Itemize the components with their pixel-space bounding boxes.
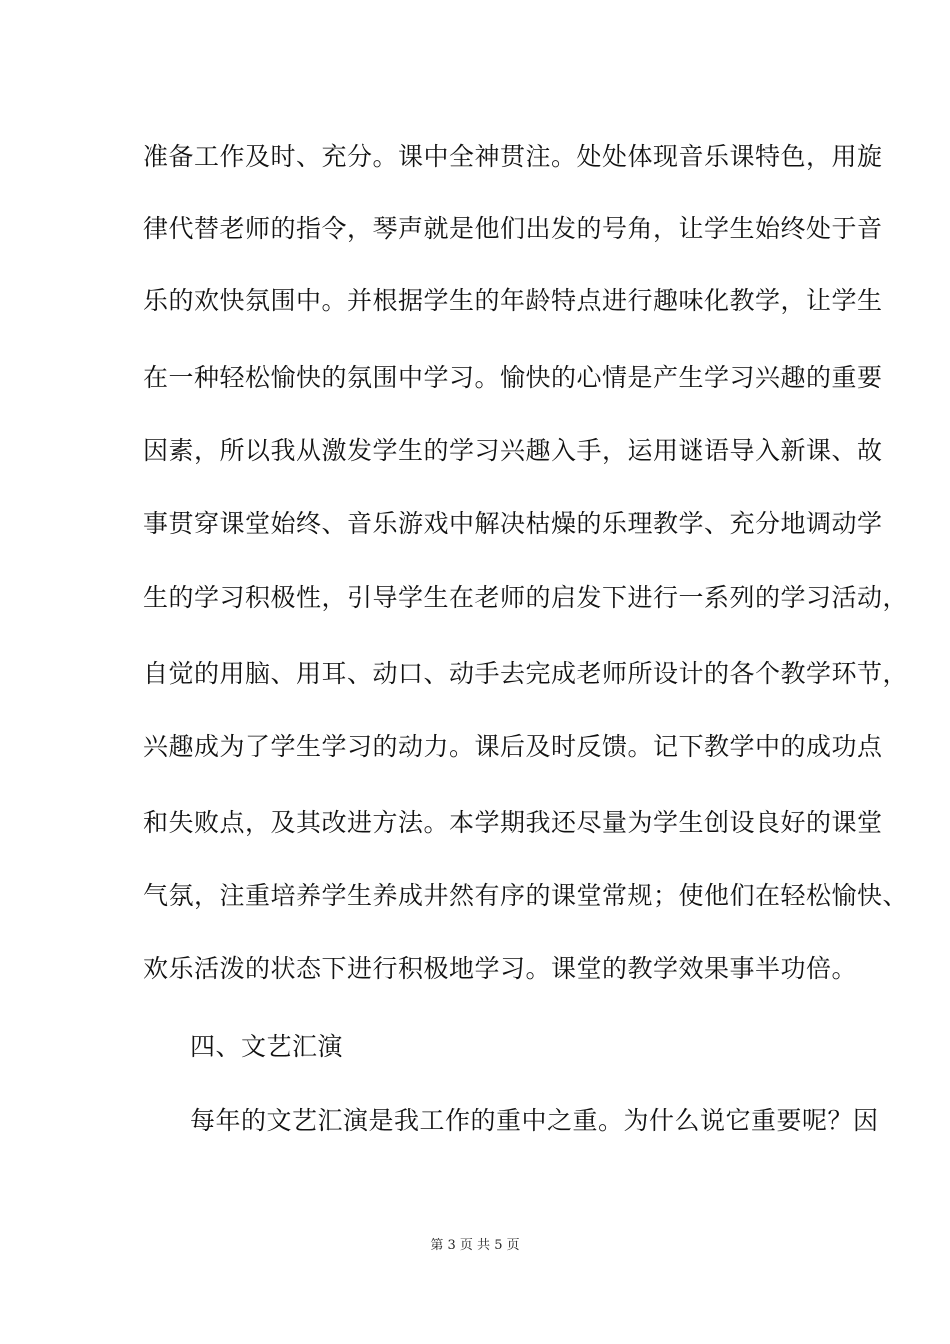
paragraph-start-line: 每年的文艺汇演是我工作的重中之重。为什么说它重要呢？因 xyxy=(190,1106,879,1135)
body-line-5: 因素，所以我从激发学生的学习兴趣入手，运用谜语导入新课、故 xyxy=(143,436,883,465)
body-line-10: 和失败点，及其改进方法。本学期我还尽量为学生创设良好的课堂 xyxy=(143,808,883,837)
body-line-8: 自觉的用脑、用耳、动口、动手去完成老师所设计的各个教学环节， xyxy=(143,659,909,688)
page-number-label: 第 3 页 共 5 页 xyxy=(430,1238,520,1253)
body-line-4: 在一种轻松愉快的氛围中学习。愉快的心情是产生学习兴趣的重要 xyxy=(143,363,883,392)
body-line-9: 兴趣成为了学生学习的动力。课后及时反馈。记下教学中的成功点 xyxy=(143,732,883,761)
body-line-2: 律代替老师的指令，琴声就是他们出发的号角，让学生始终处于音 xyxy=(143,214,883,243)
body-line-12: 欢乐活泼的状态下进行积极地学习。课堂的教学效果事半功倍。 xyxy=(143,954,858,983)
body-line-11: 气氛，注重培养学生养成井然有序的课堂常规；使他们在轻松愉快、 xyxy=(143,881,909,910)
body-line-6: 事贯穿课堂始终、音乐游戏中解决枯燥的乐理教学、充分地调动学 xyxy=(143,509,883,538)
body-line-1: 准备工作及时、充分。课中全神贯注。处处体现音乐课特色，用旋 xyxy=(143,142,883,171)
body-line-7: 生的学习积极性，引导学生在老师的启发下进行一系列的学习活动， xyxy=(143,583,909,612)
body-line-3: 乐的欢快氛围中。并根据学生的年龄特点进行趣味化教学，让学生 xyxy=(143,286,883,315)
page-footer xyxy=(0,1238,950,1254)
section-heading: 四、文艺汇演 xyxy=(190,1032,344,1061)
